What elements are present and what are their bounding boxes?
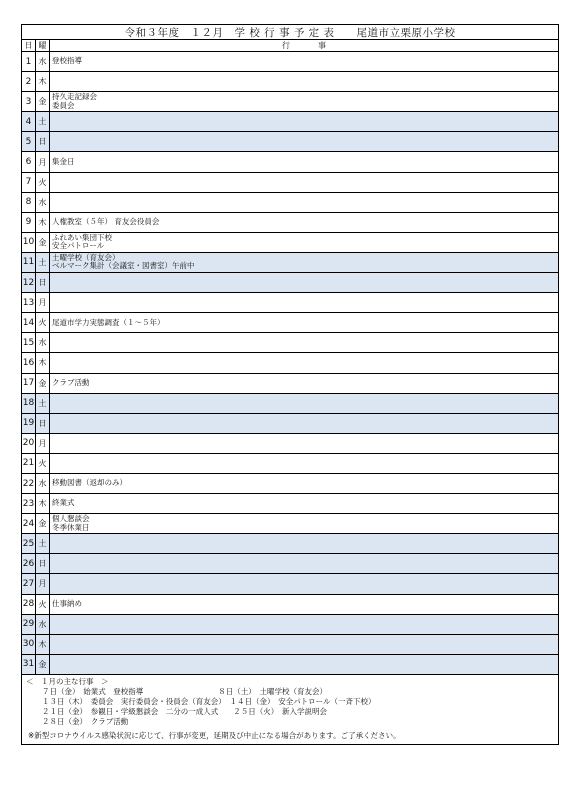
schedule-row <box>22 374 558 394</box>
schedule-row <box>22 353 558 373</box>
row-weekday: 水 <box>36 333 50 352</box>
schedule-row <box>22 414 558 434</box>
row-events <box>50 92 558 111</box>
row-weekday: 金 <box>36 374 50 393</box>
event-text: 登校指導 <box>52 56 82 66</box>
next-month-title: ＜ １月の主な行事 ＞ <box>26 676 109 686</box>
row-day: 13 <box>22 293 36 312</box>
row-day: 24 <box>22 514 36 533</box>
schedule-row <box>22 615 558 635</box>
row-weekday: 木 <box>36 494 50 513</box>
schedule-row <box>22 574 558 594</box>
page-title: 令和３年度 １２月 学 校 行 事 予 定 表 尾道市立栗原小学校 <box>22 25 558 40</box>
row-events <box>50 273 558 292</box>
schedule-row <box>22 72 558 92</box>
row-weekday: 土 <box>36 253 50 272</box>
row-day: 4 <box>22 112 36 131</box>
row-weekday: 月 <box>36 152 50 171</box>
schedule-row <box>22 213 558 233</box>
row-weekday: 水 <box>36 52 50 71</box>
row-events <box>50 293 558 312</box>
row-day: 11 <box>22 253 36 272</box>
row-events <box>50 152 558 171</box>
schedule-row <box>22 494 558 514</box>
row-weekday: 日 <box>36 414 50 433</box>
row-day: 8 <box>22 193 36 212</box>
row-weekday: 土 <box>36 112 50 131</box>
row-events <box>50 193 558 212</box>
row-weekday: 土 <box>36 394 50 413</box>
row-events <box>50 394 558 413</box>
row-day: 28 <box>22 595 36 614</box>
row-events <box>50 72 558 91</box>
schedule-row <box>22 52 558 72</box>
row-events <box>50 52 558 71</box>
row-day: 29 <box>22 615 36 634</box>
row-day: 31 <box>22 655 36 674</box>
schedule-row <box>22 333 558 353</box>
schedule-row <box>22 173 558 193</box>
schedule-row <box>22 454 558 474</box>
row-weekday: 火 <box>36 313 50 332</box>
row-day: 18 <box>22 394 36 413</box>
row-day: 20 <box>22 434 36 453</box>
row-events <box>50 554 558 573</box>
row-day: 16 <box>22 353 36 372</box>
schedule-row <box>22 313 558 333</box>
row-events <box>50 112 558 131</box>
row-day: 9 <box>22 213 36 232</box>
row-weekday: 日 <box>36 132 50 151</box>
event-text: 尾道市学力実態調査（１～５年） <box>52 317 165 327</box>
row-day: 14 <box>22 313 36 332</box>
schedule-row <box>22 655 558 675</box>
event-text: 集金日 <box>52 156 75 166</box>
row-day: 12 <box>22 273 36 292</box>
schedule-row <box>22 253 558 273</box>
schedule-row <box>22 434 558 454</box>
row-events <box>50 655 558 674</box>
schedule-row <box>22 554 558 574</box>
row-day: 7 <box>22 173 36 192</box>
event-text: 冬季休業日 <box>52 522 90 532</box>
event-text: 安全パトロール <box>52 241 105 251</box>
schedule-row <box>22 193 558 213</box>
row-weekday: 火 <box>36 595 50 614</box>
schedule-row <box>22 112 558 132</box>
schedule-row <box>22 514 558 534</box>
row-events <box>50 132 558 151</box>
row-weekday: 日 <box>36 273 50 292</box>
row-day: 17 <box>22 374 36 393</box>
covid-notice: ※新型コロナウイルス感染状況に応じて、行事が変更，延期及び中止になる場合があります。ご了承ください。 <box>28 730 401 740</box>
header-events: 行事 <box>282 41 354 50</box>
row-events <box>50 635 558 654</box>
header-weekday: 曜 <box>36 40 50 51</box>
next-month-line: ２８日（金） クラブ活動 <box>42 716 129 726</box>
schedule-row <box>22 293 558 313</box>
row-events <box>50 253 558 272</box>
row-day: 25 <box>22 534 36 553</box>
schedule-sheet <box>21 24 559 745</box>
row-day: 1 <box>22 52 36 71</box>
row-weekday: 木 <box>36 353 50 372</box>
event-text: 終業式 <box>52 498 75 508</box>
schedule-row <box>22 233 558 253</box>
schedule-row <box>22 635 558 655</box>
event-text: ベルマーク集計（会議室・図書室）午前中 <box>52 261 195 271</box>
schedule-rows <box>22 52 558 675</box>
event-text: 仕事納め <box>52 598 82 608</box>
row-day: 5 <box>22 132 36 151</box>
row-events <box>50 213 558 232</box>
row-events <box>50 434 558 453</box>
schedule-row <box>22 474 558 494</box>
row-weekday: 木 <box>36 72 50 91</box>
schedule-row <box>22 394 558 414</box>
row-events <box>50 374 558 393</box>
next-month-line: ２１日（金） 参観日・学級懇談会 二分の一成人式 ２５日（火） 新入学説明会 <box>42 706 327 716</box>
row-events <box>50 595 558 614</box>
header-day: 日 <box>22 40 36 51</box>
row-events <box>50 514 558 533</box>
row-day: 21 <box>22 454 36 473</box>
row-day: 23 <box>22 494 36 513</box>
row-events <box>50 353 558 372</box>
row-events <box>50 313 558 332</box>
row-weekday: 水 <box>36 615 50 634</box>
row-events <box>50 574 558 593</box>
row-weekday: 金 <box>36 92 50 111</box>
row-day: 26 <box>22 554 36 573</box>
row-weekday: 水 <box>36 193 50 212</box>
row-weekday: 土 <box>36 534 50 553</box>
row-events <box>50 173 558 192</box>
event-text: 土曜学校（育友会） <box>52 252 120 262</box>
schedule-row <box>22 534 558 554</box>
row-events <box>50 333 558 352</box>
row-weekday: 月 <box>36 293 50 312</box>
row-day: 15 <box>22 333 36 352</box>
row-day: 2 <box>22 72 36 91</box>
row-weekday: 金 <box>36 655 50 674</box>
row-weekday: 金 <box>36 514 50 533</box>
row-events <box>50 494 558 513</box>
event-text: 個人懇談会 <box>52 514 90 524</box>
schedule-row <box>22 92 558 112</box>
schedule-row <box>22 152 558 172</box>
row-weekday: 木 <box>36 213 50 232</box>
row-events <box>50 615 558 634</box>
row-weekday: 火 <box>36 454 50 473</box>
row-day: 30 <box>22 635 36 654</box>
row-weekday: 木 <box>36 635 50 654</box>
event-text: 人権教室（５年） 育友会役員会 <box>52 217 160 227</box>
row-weekday: 火 <box>36 173 50 192</box>
row-weekday: 月 <box>36 434 50 453</box>
event-text: ふれあい集団下校 <box>52 232 112 242</box>
row-events <box>50 454 558 473</box>
next-month-line: ７日（金） 始業式 登校指導 ８日（土） 土曜学校（育友会） <box>42 686 327 696</box>
row-weekday: 日 <box>36 554 50 573</box>
schedule-row <box>22 132 558 152</box>
row-day: 19 <box>22 414 36 433</box>
event-text: 委員会 <box>52 100 75 110</box>
next-month-section <box>22 675 558 744</box>
row-events <box>50 474 558 493</box>
row-day: 10 <box>22 233 36 252</box>
table-header <box>22 40 558 52</box>
row-weekday: 月 <box>36 574 50 593</box>
row-day: 27 <box>22 574 36 593</box>
schedule-row <box>22 273 558 293</box>
row-weekday: 水 <box>36 474 50 493</box>
row-day: 22 <box>22 474 36 493</box>
row-weekday: 金 <box>36 233 50 252</box>
event-text: 持久走記録会 <box>52 92 97 102</box>
row-day: 3 <box>22 92 36 111</box>
event-text: クラブ活動 <box>52 377 90 387</box>
row-events <box>50 534 558 553</box>
row-events <box>50 414 558 433</box>
event-text: 移動図書（返却のみ） <box>52 478 127 488</box>
row-day: 6 <box>22 152 36 171</box>
next-month-line: １３日（木） 委員会 実行委員会・役員会（育友会） １４日（金） 安全パトロール（一斉下校） <box>42 696 376 706</box>
schedule-row <box>22 595 558 615</box>
row-events <box>50 233 558 252</box>
